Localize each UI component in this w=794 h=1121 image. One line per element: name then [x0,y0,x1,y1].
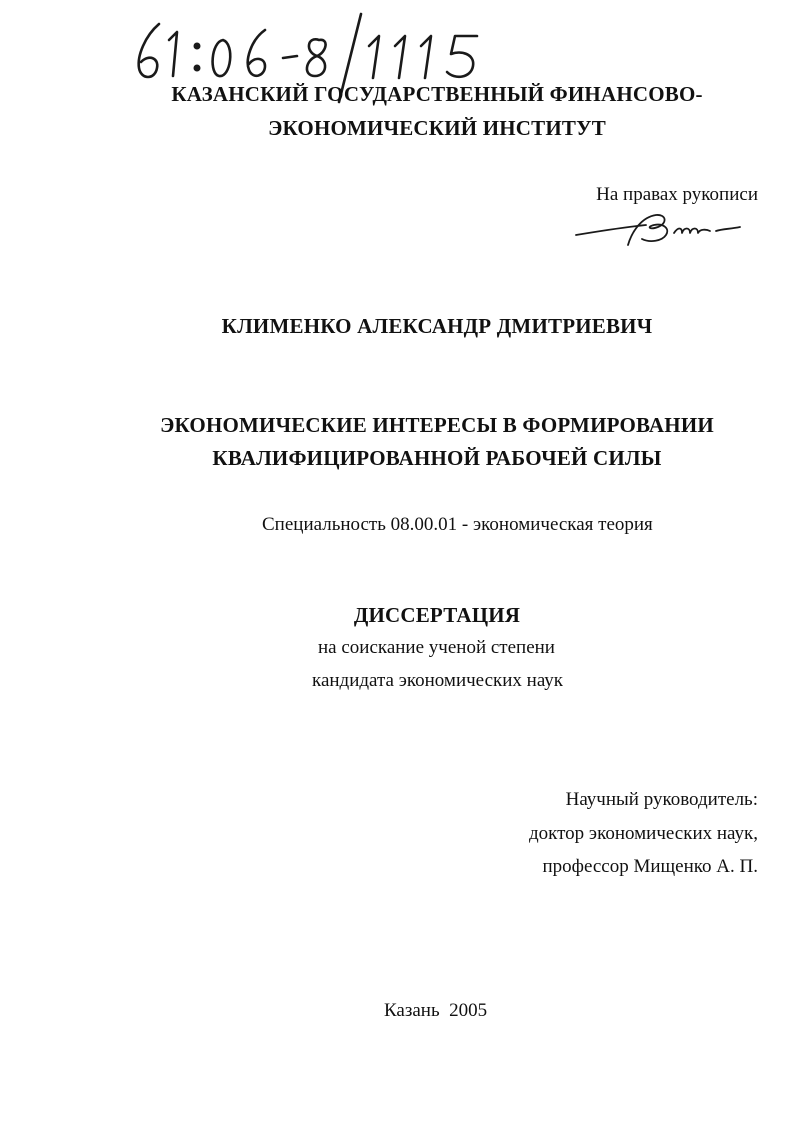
manuscript-rights-note: На правах рукописи [596,184,758,205]
work-type-heading: ДИССЕРТАЦИЯ [353,603,521,627]
dissertation-title-line-2: КВАЛИФИЦИРОВАННОЙ РАБОЧЕЙ СИЛЫ [212,446,662,470]
author-name: КЛИМЕНКО АЛЕКСАНДР ДМИТРИЕВИЧ [221,314,653,338]
handwritten-signature [570,205,760,255]
degree-purpose-line-2: кандидата экономических наук [312,670,564,691]
degree-purpose-line-1: на соискание ученой степени [318,637,555,658]
specialty-line: Специальность 08.00.01 - экономическая теория [262,514,653,535]
institution-line-2: ЭКОНОМИЧЕСКИЙ ИНСТИТУТ [268,116,606,140]
supervisor-label: Научный руководитель: [565,789,758,810]
place-and-year: Казань 2005 [384,1000,488,1021]
institution-line-1: КАЗАНСКИЙ ГОСУДАРСТВЕННЫЙ ФИНАНСОВО- [171,82,703,106]
supervisor-name: профессор Мищенко А. П. [542,856,758,877]
dissertation-title-line-1: ЭКОНОМИЧЕСКИЕ ИНТЕРЕСЫ В ФОРМИРОВАНИИ [160,413,714,437]
supervisor-degree: доктор экономических наук, [528,823,758,844]
